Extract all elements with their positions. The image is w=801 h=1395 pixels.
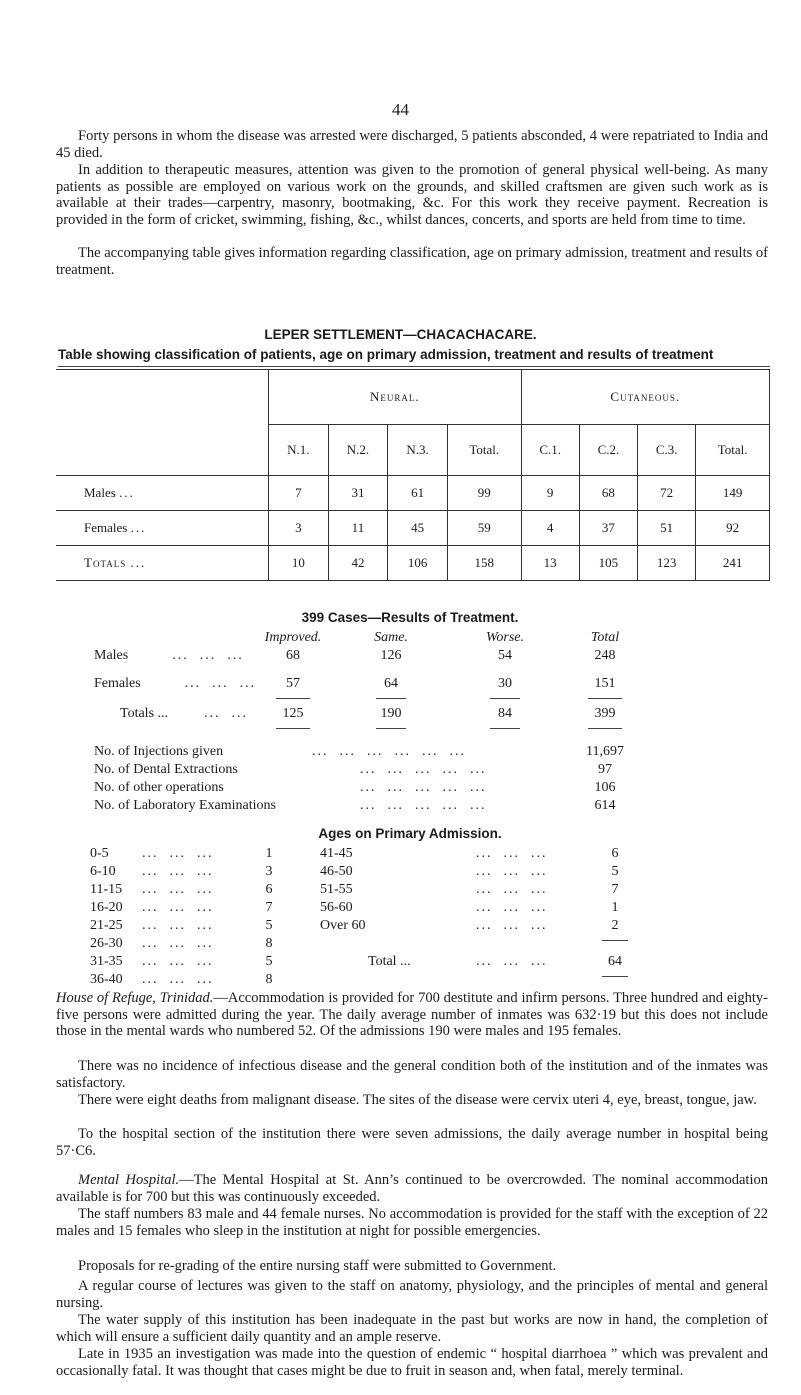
table-cell: 11	[328, 511, 388, 546]
table-header-row	[56, 370, 770, 425]
table-cell: 72	[638, 476, 696, 511]
intro-paragraph: In addition to therapeutic measures, attention was given to the promotion of general physical well-being. As many patients as possible are employed on various work on the grounds, and skilled craftsmen are given such work as is available at their trades—carpentry, masonry, bootmaking, &c. For this work they receive payment. Recreation is provided in the form of cricket, swimming, fishing, &c., whilst dances, concerts, and sports are held from time to time.	[56, 162, 768, 228]
table-cell: 106	[388, 546, 448, 581]
column-header: C.3.	[638, 425, 696, 476]
results-cell: 68	[286, 648, 300, 663]
classification-table	[56, 369, 770, 581]
results-cell: 84	[498, 706, 512, 721]
column-header: N.2.	[328, 425, 388, 476]
sum-rule	[490, 698, 520, 699]
sum-rule	[376, 728, 406, 729]
house-of-refuge-title: House of Refuge, Trinidad.	[56, 990, 214, 1006]
procedure-value: 97	[598, 762, 612, 777]
table-cell: 3	[269, 511, 329, 546]
table-cell: 51	[638, 511, 696, 546]
procedure-value: 11,697	[586, 744, 624, 759]
title-rule	[58, 366, 770, 367]
age-range: 21-25	[90, 918, 123, 933]
table-cell: 68	[579, 476, 637, 511]
leader-dots: ... ... ...	[142, 864, 214, 879]
sum-rule	[376, 698, 406, 699]
closing-paragraph: A regular course of lectures was given to the staff on anatomy, physiology, and the principles of mental and general nursing.	[56, 1278, 768, 1311]
table-cell: 92	[696, 511, 770, 546]
mental-hospital-paragraph	[56, 1172, 768, 1205]
results-col-header: Same.	[374, 630, 408, 645]
header-corner	[56, 370, 269, 425]
age-count: 6	[265, 882, 273, 897]
leader-dots: ... ... ...	[142, 954, 214, 969]
column-header: C.1.	[521, 425, 579, 476]
row-label-text: Totals	[84, 555, 127, 570]
leader-dots: ... ... ...	[476, 954, 548, 969]
header-cutaneous: Cutaneous.	[521, 370, 769, 425]
row-label: Females ...	[56, 511, 269, 546]
table-row	[56, 511, 770, 546]
procedure-label: No. of other operations	[94, 780, 224, 795]
intro-paragraph: Forty persons in whom the disease was arrested were discharged, 5 patients absconded, 4 were repatriated to India and 45 died.	[56, 128, 768, 161]
leader-dots: ... ... ...	[476, 900, 548, 915]
table-cell: 149	[696, 476, 770, 511]
procedure-value: 106	[594, 780, 616, 795]
leader-dots: ... ... ... ... ... ...	[312, 744, 466, 759]
results-cell: 190	[380, 706, 402, 721]
results-row-label: Males ... ... ...	[94, 648, 244, 663]
table-cell: 13	[521, 546, 579, 581]
closing-paragraph: The staff numbers 83 male and 44 female nurses. No accommodation is provided for the staff with the exception of 22 males and 15 females who sleep in the institution at night for possible emergencies.	[56, 1206, 768, 1239]
age-range: 11-15	[90, 882, 123, 897]
table-row	[56, 546, 770, 581]
results-cell: 64	[384, 676, 398, 691]
row-label: Males ...	[56, 476, 269, 511]
procedure-label: No. of Dental Extractions	[94, 762, 238, 777]
table-cell: 31	[328, 476, 388, 511]
closing-paragraph: Proposals for re-grading of the entire nursing staff were submitted to Government.	[78, 1258, 557, 1274]
sum-rule	[602, 940, 628, 941]
leader-dots: ... ... ...	[142, 900, 214, 915]
sum-rule	[602, 976, 628, 977]
header-corner	[56, 425, 269, 476]
age-range: 41-45	[320, 846, 353, 861]
sum-rule	[490, 728, 520, 729]
mental-hospital-title: Mental Hospital.	[78, 1172, 180, 1188]
table-cell: 59	[447, 511, 521, 546]
age-count: 8	[265, 972, 273, 987]
leader-dots: ... ... ...	[476, 846, 548, 861]
results-cell: 151	[594, 676, 616, 691]
results-col-header: Worse.	[486, 630, 524, 645]
results-row-label: Totals ... ... ...	[120, 706, 249, 721]
ages-total-value: 64	[608, 954, 622, 969]
column-header: Total.	[696, 425, 770, 476]
body-paragraph: There were eight deaths from malignant disease. The sites of the disease were cervix uteri 4, eye, breast, tongue, jaw.	[78, 1092, 757, 1108]
table-cell: 37	[579, 511, 637, 546]
column-header: N.3.	[388, 425, 448, 476]
age-range: 36-40	[90, 972, 123, 987]
table-cell: 241	[696, 546, 770, 581]
age-range: 26-30	[90, 936, 123, 951]
age-range: 46-50	[320, 864, 353, 879]
leader-dots: ... ... ... ... ...	[360, 762, 487, 777]
age-range: 0-5	[90, 846, 109, 861]
table-cell: 7	[269, 476, 329, 511]
intro-paragraph: The accompanying table gives information regarding classification, age on primary admission, treatment and results of treatment.	[56, 245, 768, 278]
settlement-heading: LEPER SETTLEMENT—CHACACHACARE.	[264, 327, 537, 342]
age-range: 6-10	[90, 864, 116, 879]
table-cell: 61	[388, 476, 448, 511]
results-cell: 30	[498, 676, 512, 691]
table-cell: 99	[447, 476, 521, 511]
procedure-label: No. of Injections given	[94, 744, 224, 759]
age-count: 7	[265, 900, 273, 915]
leader-dots: ... ... ...	[476, 864, 548, 879]
leader-dots: ... ... ...	[476, 882, 548, 897]
results-col-header: Improved.	[264, 630, 322, 645]
results-row-label-text: Totals ...	[120, 706, 169, 721]
results-cell: 248	[594, 648, 616, 663]
table-subheader-row	[56, 425, 770, 476]
closing-paragraph: The water supply of this institution has been inadequate in the past but works are now in hand, the completion of which will ensure a sufficient daily quantity and an ample reserve.	[56, 1312, 768, 1345]
table-row	[56, 476, 770, 511]
age-count: 5	[265, 954, 273, 969]
house-of-refuge-text: —Accommodation is provided for 700 destitute and infirm persons. Three hundred and eighty-five persons were admitted during the year. The daily average number of inmates was 632·19 but this does not include those in the mental wards who numbered 52. Of the admissions 190 were males and 195 females.	[56, 990, 768, 1039]
table-cell: 42	[328, 546, 388, 581]
age-range: 56-60	[320, 900, 353, 915]
ages-heading: Ages on Primary Admission.	[318, 826, 502, 841]
table-cell: 123	[638, 546, 696, 581]
column-header: N.1.	[269, 425, 329, 476]
table-cell: 10	[269, 546, 329, 581]
age-range: Over 60	[320, 918, 366, 933]
age-count: 3	[265, 864, 273, 879]
results-row-label: Females ... ... ...	[94, 676, 257, 691]
age-count: 1	[265, 846, 273, 861]
leader-dots: ... ... ...	[142, 882, 214, 897]
table-cell: 158	[447, 546, 521, 581]
results-cell: 54	[498, 648, 512, 663]
closing-paragraph: Late in 1935 an investigation was made into the question of endemic “ hospital diarrhoea ” which was prevalent and occasionally fatal. It was thought that cases might be due to fruit in season and, when fatal, merely terminal.	[56, 1346, 768, 1379]
results-heading: 399 Cases—Results of Treatment.	[301, 610, 519, 625]
table-cell: 45	[388, 511, 448, 546]
column-header: Total.	[447, 425, 521, 476]
ages-total-label: Total ...	[368, 954, 411, 969]
page-number: 44	[392, 100, 409, 119]
age-count: 8	[265, 936, 273, 951]
leader-dots: ... ... ... ... ...	[360, 780, 487, 795]
age-count: 1	[611, 900, 619, 915]
results-cell: 125	[282, 706, 304, 721]
age-count: 2	[611, 918, 619, 933]
age-count: 6	[611, 846, 619, 861]
results-cell: 126	[380, 648, 402, 663]
leader-dots: ... ... ...	[142, 936, 214, 951]
sum-rule	[588, 728, 622, 729]
age-count: 5	[611, 864, 619, 879]
body-paragraph: To the hospital section of the institution there were seven admissions, the daily average number in hospital being 57·C6.	[56, 1126, 768, 1159]
leader-dots: ... ... ...	[142, 846, 214, 861]
row-label: Totals ...	[56, 546, 269, 581]
house-of-refuge-paragraph	[56, 990, 768, 1040]
column-header: C.2.	[579, 425, 637, 476]
sum-rule	[276, 698, 310, 699]
row-label-text: Females	[84, 520, 128, 535]
leader-dots: ... ... ...	[142, 918, 214, 933]
row-label-text: Males	[84, 485, 116, 500]
procedure-value: 614	[594, 798, 616, 813]
results-row-label-text: Females	[94, 676, 141, 691]
table-title: Table showing classification of patients, age on primary admission, treatment and results of treatment	[58, 347, 714, 362]
age-range: 31-35	[90, 954, 123, 969]
procedure-label: No. of Laboratory Examinations	[94, 798, 276, 813]
table-cell: 9	[521, 476, 579, 511]
table-cell: 4	[521, 511, 579, 546]
leader-dots: ... ... ...	[476, 918, 548, 933]
body-paragraph: There was no incidence of infectious disease and the general condition both of the institution and of the inmates was satisfactory.	[56, 1058, 768, 1091]
age-count: 5	[265, 918, 273, 933]
leader-dots: ... ... ...	[142, 972, 214, 987]
age-count: 7	[611, 882, 619, 897]
leader-dots: ... ... ... ... ...	[360, 798, 487, 813]
header-neural: Neural.	[269, 370, 522, 425]
sum-rule	[588, 698, 622, 699]
results-cell: 399	[594, 706, 616, 721]
results-row-label-text: Males	[94, 648, 129, 663]
sum-rule	[276, 728, 310, 729]
age-range: 16-20	[90, 900, 123, 915]
table-cell: 105	[579, 546, 637, 581]
results-cell: 57	[286, 676, 300, 691]
mental-hospital-text: —The Mental Hospital at St. Ann’s continued to be overcrowded. The nominal accommodation available is for 700 but this was continuously exceeded.	[56, 1172, 768, 1205]
results-col-header: Total	[590, 630, 620, 645]
age-range: 51-55	[320, 882, 353, 897]
